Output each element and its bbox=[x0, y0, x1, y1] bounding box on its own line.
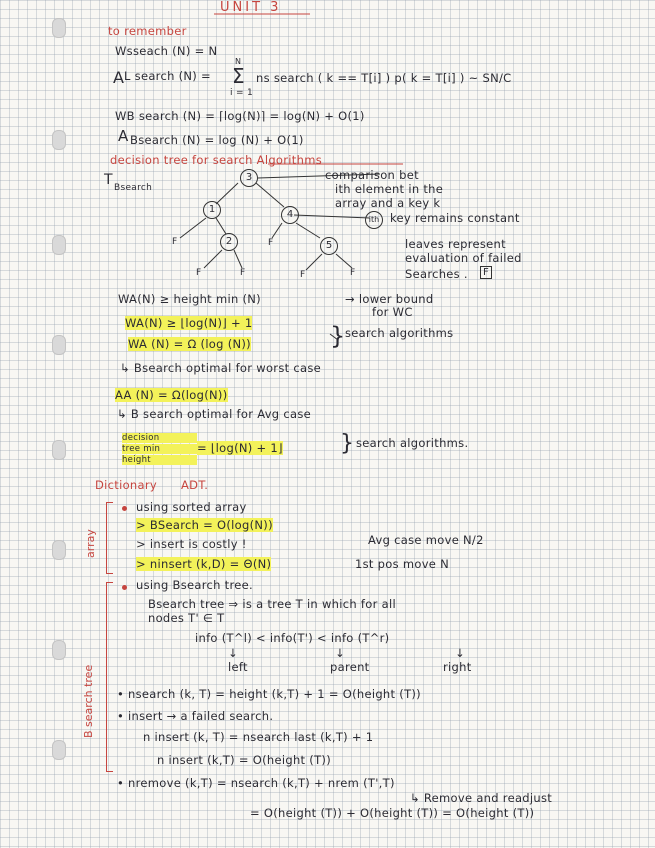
note-line: • nsearch (k, T) = height (k,T) + 1 = O(height (T)) bbox=[117, 687, 421, 701]
note-line: T bbox=[104, 172, 113, 188]
note-line: Bsearch (N) = log (N) + O(1) bbox=[130, 133, 304, 147]
note-line: > insert is costly ! bbox=[136, 537, 247, 551]
note-line: ↓ bbox=[335, 646, 345, 660]
red-bracket bbox=[106, 582, 113, 772]
note-line: F bbox=[300, 270, 306, 280]
side-label: array bbox=[84, 529, 97, 558]
note-line: evaluation of failed bbox=[405, 251, 522, 265]
note-line: WB search (N) = ⌈log(N)⌉ = log(N) + O(1) bbox=[115, 109, 365, 123]
bullet bbox=[122, 506, 127, 511]
note-line: F bbox=[350, 268, 356, 278]
section-heading: ADT. bbox=[181, 478, 209, 492]
note-line: parent bbox=[330, 660, 370, 674]
note-line: Wsseach (N) = N bbox=[115, 44, 218, 58]
note-line: F bbox=[268, 238, 274, 248]
note-line: left bbox=[228, 660, 248, 674]
note-line: A bbox=[118, 127, 129, 145]
page-title: UNIT 3 bbox=[220, 0, 282, 15]
highlighted-formula: WA(N) ≥ ⌊log(N)⌋ + 1 bbox=[125, 316, 253, 330]
note-line: ith element in the bbox=[335, 182, 444, 196]
note-line: search algorithms bbox=[345, 326, 454, 340]
highlighted-formula: AA (N) = Ω(log(N)) bbox=[115, 388, 228, 402]
summation-symbol: Σ bbox=[232, 64, 245, 88]
note-line: right bbox=[443, 660, 472, 674]
brace: } bbox=[330, 322, 346, 350]
highlighted-formula: > BSearch = O(log(N)) bbox=[136, 518, 273, 532]
note-line: A bbox=[113, 68, 125, 87]
leaf-box: F bbox=[480, 266, 492, 279]
note-line: leaves represent bbox=[405, 237, 506, 251]
note-line: F bbox=[240, 268, 246, 278]
note-line: N bbox=[235, 57, 242, 66]
note-line: for WC bbox=[372, 305, 413, 319]
note-line: ↓ bbox=[228, 646, 238, 660]
note-line: array and a key k bbox=[335, 196, 441, 210]
note-line: • insert → a failed search. bbox=[117, 709, 274, 723]
note-line: ↳ Bsearch optimal for worst case bbox=[120, 361, 322, 375]
brace: } bbox=[340, 431, 355, 456]
note-line: → lower bound bbox=[345, 292, 434, 306]
note-line: ↳ Remove and readjust bbox=[410, 791, 553, 805]
note-line: info (T^l) < info(T') < info (T^r) bbox=[195, 631, 390, 645]
bullet bbox=[122, 585, 127, 590]
section-heading: to remember bbox=[108, 24, 187, 38]
note-line: 1st pos move N bbox=[355, 557, 450, 571]
note-line: Avg case move N/2 bbox=[368, 533, 484, 547]
note-line: Searches . bbox=[405, 267, 468, 281]
note-line: L search (N) = bbox=[124, 69, 211, 83]
note-line: nodes T' ∈ T bbox=[148, 611, 225, 625]
tree-node: ith bbox=[365, 211, 383, 229]
note-line: ↓ bbox=[455, 646, 465, 660]
note-line: using Bsearch tree. bbox=[136, 578, 253, 592]
note-line: comparison bet bbox=[325, 168, 419, 182]
note-line: F bbox=[196, 268, 202, 278]
section-heading: Dictionary bbox=[95, 478, 157, 492]
highlighted-formula: > ninsert (k,D) = Θ(N) bbox=[136, 557, 272, 571]
tree-node: 1 bbox=[203, 201, 221, 219]
red-bracket bbox=[106, 502, 113, 574]
note-line: F bbox=[172, 237, 178, 247]
side-label: B search tree bbox=[82, 664, 95, 738]
tree-node: 3 bbox=[240, 169, 258, 187]
section-heading: decision tree for search Algorithms bbox=[110, 153, 322, 167]
note-line: search algorithms. bbox=[356, 436, 469, 450]
note-line: ns search ( k == T[i] ) p( k = T[i] ) ~ SN/C bbox=[256, 71, 512, 85]
note-line: ↳ B search optimal for Avg case bbox=[117, 407, 311, 421]
highlighted-label: decision bbox=[122, 433, 197, 443]
note-line: Bsearch bbox=[114, 183, 153, 193]
note-line: WA(N) ≥ height min (N) bbox=[118, 292, 261, 306]
highlighted-formula: = ⌊log(N) + 1⌋ bbox=[197, 441, 283, 455]
note-line: key remains constant bbox=[390, 211, 520, 225]
note-line: = O(height (T)) + O(height (T)) = O(height (T)) bbox=[250, 806, 535, 820]
note-line: n insert (k,T) = O(height (T)) bbox=[157, 753, 331, 767]
note-line: • nremove (k,T) = nsearch (k,T) + nrem (T',T) bbox=[117, 776, 395, 790]
highlighted-label: tree min bbox=[122, 444, 197, 454]
tree-node: 4 bbox=[281, 206, 299, 224]
highlighted-formula: WA (N) = Ω (log (N)) bbox=[128, 337, 251, 351]
note-line: n insert (k, T) = nsearch last (k,T) + 1 bbox=[143, 730, 374, 744]
tree-node: 2 bbox=[220, 233, 238, 251]
note-line: using sorted array bbox=[136, 500, 247, 514]
highlighted-label: height bbox=[122, 455, 197, 465]
tree-node: 5 bbox=[320, 237, 338, 255]
note-line: Bsearch tree ⇒ is a tree T in which for all bbox=[148, 597, 396, 611]
note-line: i = 1 bbox=[230, 88, 253, 98]
